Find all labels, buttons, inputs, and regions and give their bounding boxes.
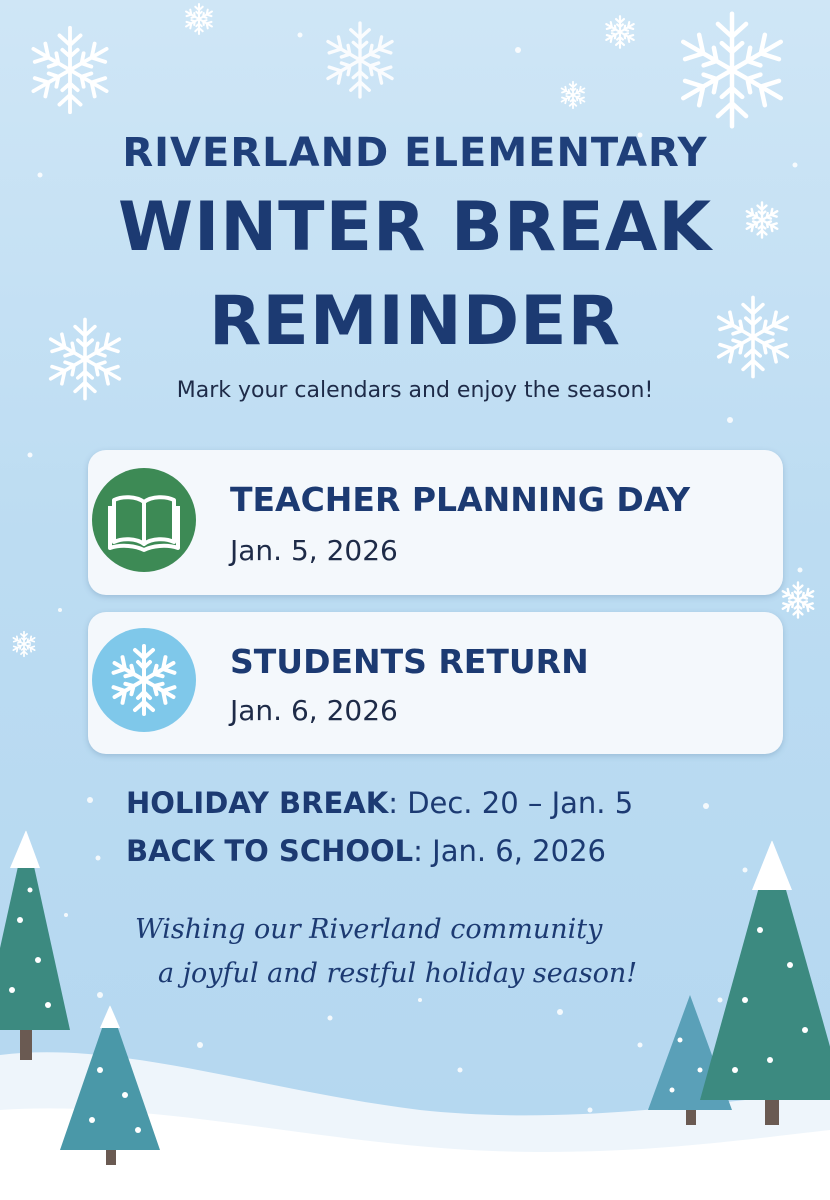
- title-line-2: REMINDER: [209, 282, 621, 361]
- card-date: Jan. 6, 2026: [230, 694, 398, 727]
- snowflake-icon-circle: [92, 628, 196, 732]
- holiday-break-dates: : Dec. 20 – Jan. 5: [388, 786, 634, 820]
- back-to-school-line: [126, 834, 606, 868]
- card-title: STUDENTS RETURN: [230, 642, 589, 681]
- card-date: Jan. 5, 2026: [230, 534, 398, 567]
- teacher-planning-day-card: [88, 450, 783, 595]
- closing-message-line-1: Wishing our Riverland community: [135, 914, 603, 945]
- students-return-card: [88, 612, 783, 754]
- closing-message-line-2: a joyful and restful holiday season!: [158, 958, 638, 989]
- back-to-school-date: : Jan. 6, 2026: [413, 834, 606, 868]
- school-name: RIVERLAND ELEMENTARY: [122, 130, 708, 176]
- subtitle: Mark your calendars and enjoy the season!: [176, 378, 654, 403]
- book-icon-circle: [92, 468, 196, 572]
- title-line-1: WINTER BREAK: [117, 188, 713, 267]
- card-title: TEACHER PLANNING DAY: [230, 480, 691, 519]
- snowflake-icon: [92, 628, 196, 732]
- holiday-break-line: [126, 786, 633, 820]
- book-icon: [92, 468, 196, 572]
- back-to-school-label: BACK TO SCHOOL: [126, 834, 414, 868]
- holiday-break-label: HOLIDAY BREAK: [126, 786, 389, 820]
